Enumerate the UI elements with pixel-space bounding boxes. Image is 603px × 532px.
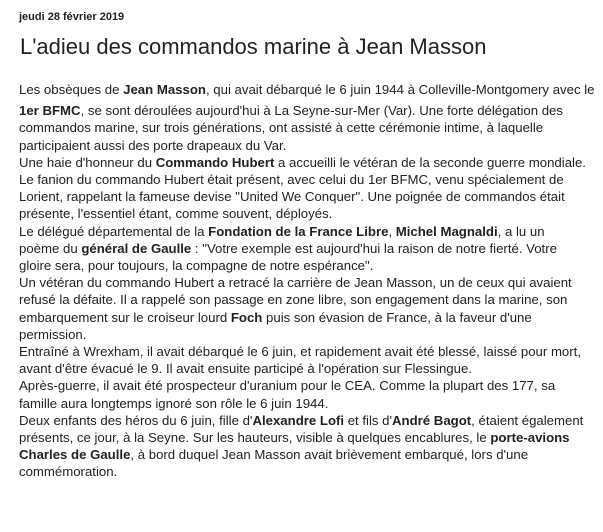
body-text: présente, l'essentiel étant, comme souvent, déployés. bbox=[19, 206, 333, 222]
body-line bbox=[19, 223, 593, 240]
body-text: puis son évasion de France, à la faveur d'une bbox=[262, 309, 532, 325]
body-text: poème du bbox=[19, 240, 82, 256]
body-text: avant d'être évacué le 9. Il avait ensuite participé à l'opération sur Flessingue. bbox=[19, 361, 472, 377]
body-line bbox=[19, 309, 593, 326]
body-line bbox=[19, 326, 593, 343]
body-text: gloire sera, pour toujours, la compagne de notre espérance". bbox=[19, 258, 374, 274]
bold-text: Charles de Gaulle bbox=[19, 447, 131, 463]
bold-text: Michel Magnaldi bbox=[395, 223, 498, 239]
bold-text: 1er BFMC bbox=[19, 103, 81, 119]
body-text: Entraîné à Wrexham, il avait débarqué le 6 juin, et rapidement avait été blessé, laissé pour mort, bbox=[19, 344, 581, 360]
body-text: Après-guerre, il avait été prospecteur d'uranium pour le CEA. Comme la plupart des 177, sa bbox=[19, 378, 556, 394]
body-text: refusé la défaite. Il a rappelé son passage en zone libre, son engagement dans la marine, son bbox=[19, 292, 568, 308]
bold-text: Foch bbox=[230, 309, 263, 325]
body-text: commémoration. bbox=[19, 464, 118, 480]
body-line bbox=[19, 171, 593, 188]
post-date: jeudi 28 février 2019 bbox=[19, 11, 125, 23]
body-text: participaient aussi des porte drapeaux du Var. bbox=[19, 137, 287, 153]
body-text: embarquement sur le croiseur lourd bbox=[19, 309, 231, 325]
body-text: , à bord duquel Jean Masson avait brièvement embarqué, lors d'une bbox=[130, 447, 529, 463]
body-line bbox=[19, 377, 593, 394]
body-text: , bbox=[388, 223, 396, 239]
body-text: Une haie d'honneur du bbox=[19, 154, 156, 170]
body-text: Un vétéran du commando Hubert a retracé la carrière de Jean Masson, un de ceux qui avaient bbox=[19, 275, 572, 291]
body-line bbox=[19, 188, 593, 205]
body-line bbox=[19, 274, 593, 291]
body-text: , qui avait débarqué le 6 juin 1944 à Colleville-Montgomery avec le bbox=[205, 82, 595, 97]
bold-text: Alexandre Lofi bbox=[252, 412, 345, 428]
body-line bbox=[19, 119, 593, 136]
body-text: , se sont déroulées aujourd'hui à La Seyne-sur-Mer (Var). Une forte délégation des bbox=[80, 103, 563, 119]
bold-text: André Bagot bbox=[392, 412, 472, 428]
body-text: famille aura longtemps ignoré son rôle le 6 juin 1944. bbox=[19, 395, 329, 411]
body-text: , étaient également bbox=[471, 412, 584, 428]
body-line bbox=[19, 257, 593, 274]
body-line bbox=[19, 412, 593, 429]
body-text: a accueilli le vétéran de la seconde guerre mondiale. bbox=[274, 154, 586, 170]
body-line bbox=[19, 291, 593, 308]
body-text: présents, ce jour, à la Seyne. Sur les hauteurs, visible à quelques encablures, le bbox=[19, 430, 491, 446]
body-text: Les obsèques de bbox=[19, 82, 124, 97]
body-line bbox=[19, 446, 593, 463]
body-text: , a lu un bbox=[497, 223, 545, 239]
bold-text: général de Gaulle bbox=[81, 240, 192, 256]
body-line bbox=[19, 205, 593, 222]
body-line bbox=[19, 81, 593, 98]
body-text: Le délégué départemental de la bbox=[19, 223, 209, 239]
body-line bbox=[19, 463, 593, 480]
bold-text: Jean Masson bbox=[123, 82, 206, 97]
body-text: Le fanion du commando Hubert était présent, avec celui du 1er BFMC, venu spécialement de bbox=[19, 172, 564, 188]
bold-text: Commando Hubert bbox=[155, 154, 275, 170]
body-line bbox=[19, 154, 593, 171]
body-text: commandos marine, sur trois générations, ont assisté à cette cérémonie intime, à laquelle bbox=[19, 120, 544, 136]
bold-text: porte-avions bbox=[490, 430, 570, 446]
body-line bbox=[19, 343, 593, 360]
body-text: Deux enfants des héros du 6 juin, fille d' bbox=[19, 412, 253, 428]
body-line bbox=[19, 395, 593, 412]
bold-text: Fondation de la France Libre bbox=[208, 223, 389, 239]
body-text: Lorient, rappelant la fameuse devise "United We Conquer". Une poignée de commandos était bbox=[19, 189, 565, 205]
post-title: L'adieu des commandos marine à Jean Masson bbox=[20, 34, 487, 59]
body-line bbox=[19, 360, 593, 377]
body-text: et fils d' bbox=[344, 412, 393, 428]
body-line bbox=[19, 429, 593, 446]
body-line bbox=[19, 137, 593, 154]
body-text: : "Votre exemple est aujourd'hui la raison de notre fierté. Votre bbox=[191, 240, 557, 256]
body-text: permission. bbox=[19, 326, 87, 342]
body-line bbox=[19, 102, 593, 119]
body-line bbox=[19, 240, 593, 257]
post-body bbox=[19, 81, 593, 481]
